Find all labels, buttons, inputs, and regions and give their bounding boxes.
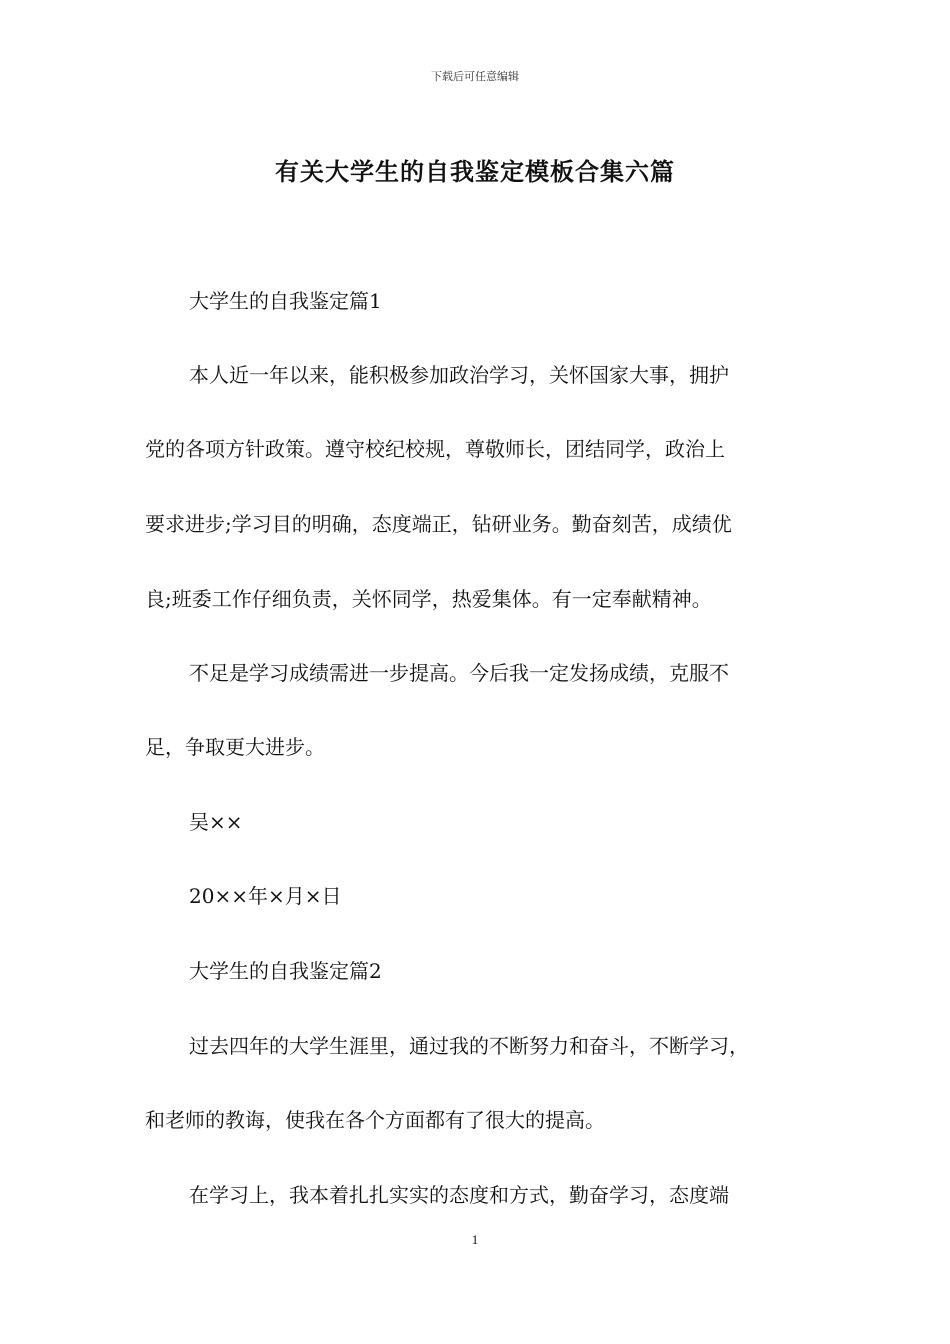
paragraph-line: 足，争取更大进步。 xyxy=(145,735,325,759)
section-heading-2: 大学生的自我鉴定篇2 xyxy=(189,959,382,983)
signature-name: 吴×× xyxy=(189,810,243,834)
paragraph-line: 在学习上，我本着扎扎实实的态度和方式，勤奋学习，态度端 xyxy=(189,1183,729,1207)
signature-date: 20××年×月×日 xyxy=(189,884,342,908)
page-number: 1 xyxy=(471,1232,479,1247)
paragraph-line: 不足是学习成绩需进一步提高。今后我一定发扬成绩，克服不 xyxy=(189,661,729,685)
paragraph-line: 过去四年的大学生涯里，通过我的不断努力和奋斗，不断学习， xyxy=(189,1034,749,1058)
document-title: 有关大学生的自我鉴定模板合集六篇 xyxy=(275,158,675,186)
paragraph-line: 要求进步;学习目的明确，态度端正，钻研业务。勤奋刻苦，成绩优 xyxy=(145,512,732,536)
paragraph-line: 良;班委工作仔细负责，关怀同学，热爱集体。有一定奉献精神。 xyxy=(145,587,712,611)
paragraph-line: 本人近一年以来，能积极参加政治学习，关怀国家大事，拥护 xyxy=(189,363,729,387)
paragraph-line: 党的各项方针政策。遵守校纪校规，尊敬师长，团结同学，政治上 xyxy=(145,437,725,461)
header-note: 下载后可任意编辑 xyxy=(431,70,519,83)
section-heading-1: 大学生的自我鉴定篇1 xyxy=(189,289,382,313)
paragraph-line: 和老师的教诲，使我在各个方面都有了很大的提高。 xyxy=(145,1108,605,1132)
